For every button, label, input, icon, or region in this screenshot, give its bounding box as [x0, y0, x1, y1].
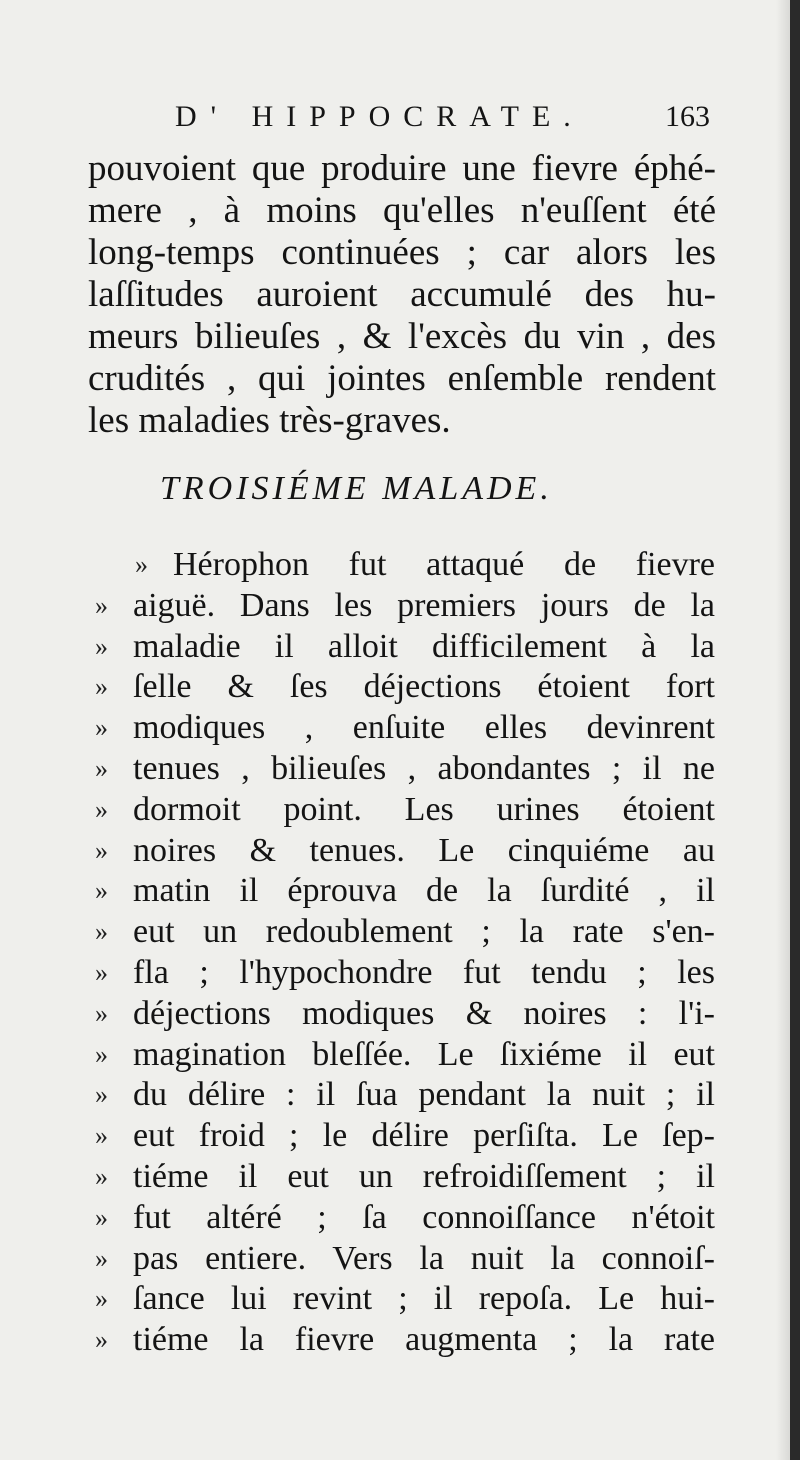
quote-mark: »	[95, 1284, 108, 1314]
quote-mark: »	[95, 1325, 108, 1355]
quote-line-text: dormoit point. Les urines étoient	[133, 790, 715, 828]
quote-line-text: Hérophon fut attaqué de fievre	[173, 546, 715, 583]
case-quotation	[95, 545, 715, 1361]
quote-mark: »	[95, 794, 108, 824]
quote-mark: »	[95, 590, 108, 620]
paragraph-line: pouvoient que produire une fievre éphé-	[88, 148, 716, 189]
quote-mark: »	[95, 713, 108, 743]
quote-line	[95, 1075, 715, 1116]
quote-line	[95, 1198, 715, 1239]
quote-line-text: déjections modiques & noires : l'i-	[133, 994, 715, 1032]
paragraph-line: mere , à moins qu'elles n'euſſent été	[88, 190, 716, 231]
running-head-title: HIPPOCRATE.	[251, 100, 584, 133]
quote-mark: »	[135, 550, 148, 579]
quote-line	[95, 1035, 715, 1076]
paragraph-line: crudités , qui jointes enſemble rendent	[88, 358, 716, 399]
quote-line	[95, 1320, 715, 1361]
quote-line	[95, 953, 715, 994]
quote-line-text: tiéme il eut un refroidiſſement ; il	[133, 1157, 715, 1195]
quote-line-text: tiéme la fievre augmenta ; la rate	[133, 1321, 715, 1359]
paragraph-line: long-temps continuées ; car alors les	[88, 232, 716, 273]
quote-line	[95, 831, 715, 872]
quote-line-text: modiques , enſuite elles devinrent	[133, 709, 715, 747]
opening-paragraph	[88, 148, 716, 442]
quote-line	[95, 708, 715, 749]
quote-mark: »	[95, 1039, 108, 1069]
paragraph-line: laſſitudes auroient accumulé des hu-	[88, 274, 716, 315]
quote-line	[95, 871, 715, 912]
quote-line-text: tenues , bilieuſes , abondantes ; il ne	[133, 749, 715, 787]
quote-line-text: noires & tenues. Le cinquiéme au	[133, 831, 715, 869]
quote-line	[95, 1116, 715, 1157]
quote-line-text: ſance lui revint ; il repoſa. Le hui-	[133, 1280, 715, 1318]
quote-line	[95, 1239, 715, 1280]
quote-line	[95, 667, 715, 708]
quote-mark: »	[95, 998, 108, 1028]
quote-mark: »	[95, 835, 108, 865]
paragraph-line: meurs bilieuſes , & l'excès du vin , des	[88, 316, 716, 357]
quote-line-text: ſelle & ſes déjections étoient fort	[133, 668, 715, 706]
quote-mark: »	[95, 672, 108, 702]
quote-line	[95, 994, 715, 1035]
quote-line-text: fut altéré ; ſa connoiſſance n'étoit	[133, 1198, 715, 1236]
quote-mark: »	[95, 1161, 108, 1191]
quote-line-text: du délire : il ſua pendant la nuit ; il	[133, 1076, 715, 1114]
quote-line-text: matin il éprouva de la ſurdité , il	[133, 872, 715, 910]
quote-line-text: maladie il alloit difficilement à la	[133, 627, 715, 665]
quote-line-text: eut froid ; le délire perſiſta. Le ſep-	[133, 1117, 715, 1155]
quote-line	[95, 790, 715, 831]
quote-mark: »	[95, 1202, 108, 1232]
quote-mark: »	[95, 1080, 108, 1110]
quote-line	[95, 627, 715, 668]
paragraph-line: les maladies très-graves.	[88, 400, 451, 441]
quote-line	[95, 749, 715, 790]
page-edge	[780, 0, 790, 1460]
quote-line-text: pas entiere. Vers la nuit la connoiſ-	[133, 1239, 715, 1277]
page-number: 163	[665, 100, 710, 133]
quote-line-text: eut un redoublement ; la rate s'en-	[133, 913, 715, 951]
quote-mark: »	[95, 631, 108, 661]
quote-line-text: magination bleſſée. Le ſixiéme il eut	[133, 1035, 715, 1073]
section-heading: TROISIÉME MALADE.	[160, 470, 553, 507]
running-head-prefix: D'	[175, 100, 231, 133]
quote-mark: »	[95, 917, 108, 947]
quote-line	[95, 545, 715, 586]
quote-mark: »	[95, 1121, 108, 1151]
quote-line-text: aiguë. Dans les premiers jours de la	[133, 586, 715, 624]
quote-line-text: fla ; l'hypochondre fut tendu ; les	[133, 953, 715, 991]
quote-mark: »	[95, 876, 108, 906]
running-head	[175, 100, 710, 144]
quote-line	[95, 1157, 715, 1198]
quote-mark: »	[95, 957, 108, 987]
quote-line	[95, 912, 715, 953]
quote-mark: »	[95, 1243, 108, 1273]
quote-mark: »	[95, 753, 108, 783]
quote-line	[95, 1279, 715, 1320]
quote-line	[95, 586, 715, 627]
